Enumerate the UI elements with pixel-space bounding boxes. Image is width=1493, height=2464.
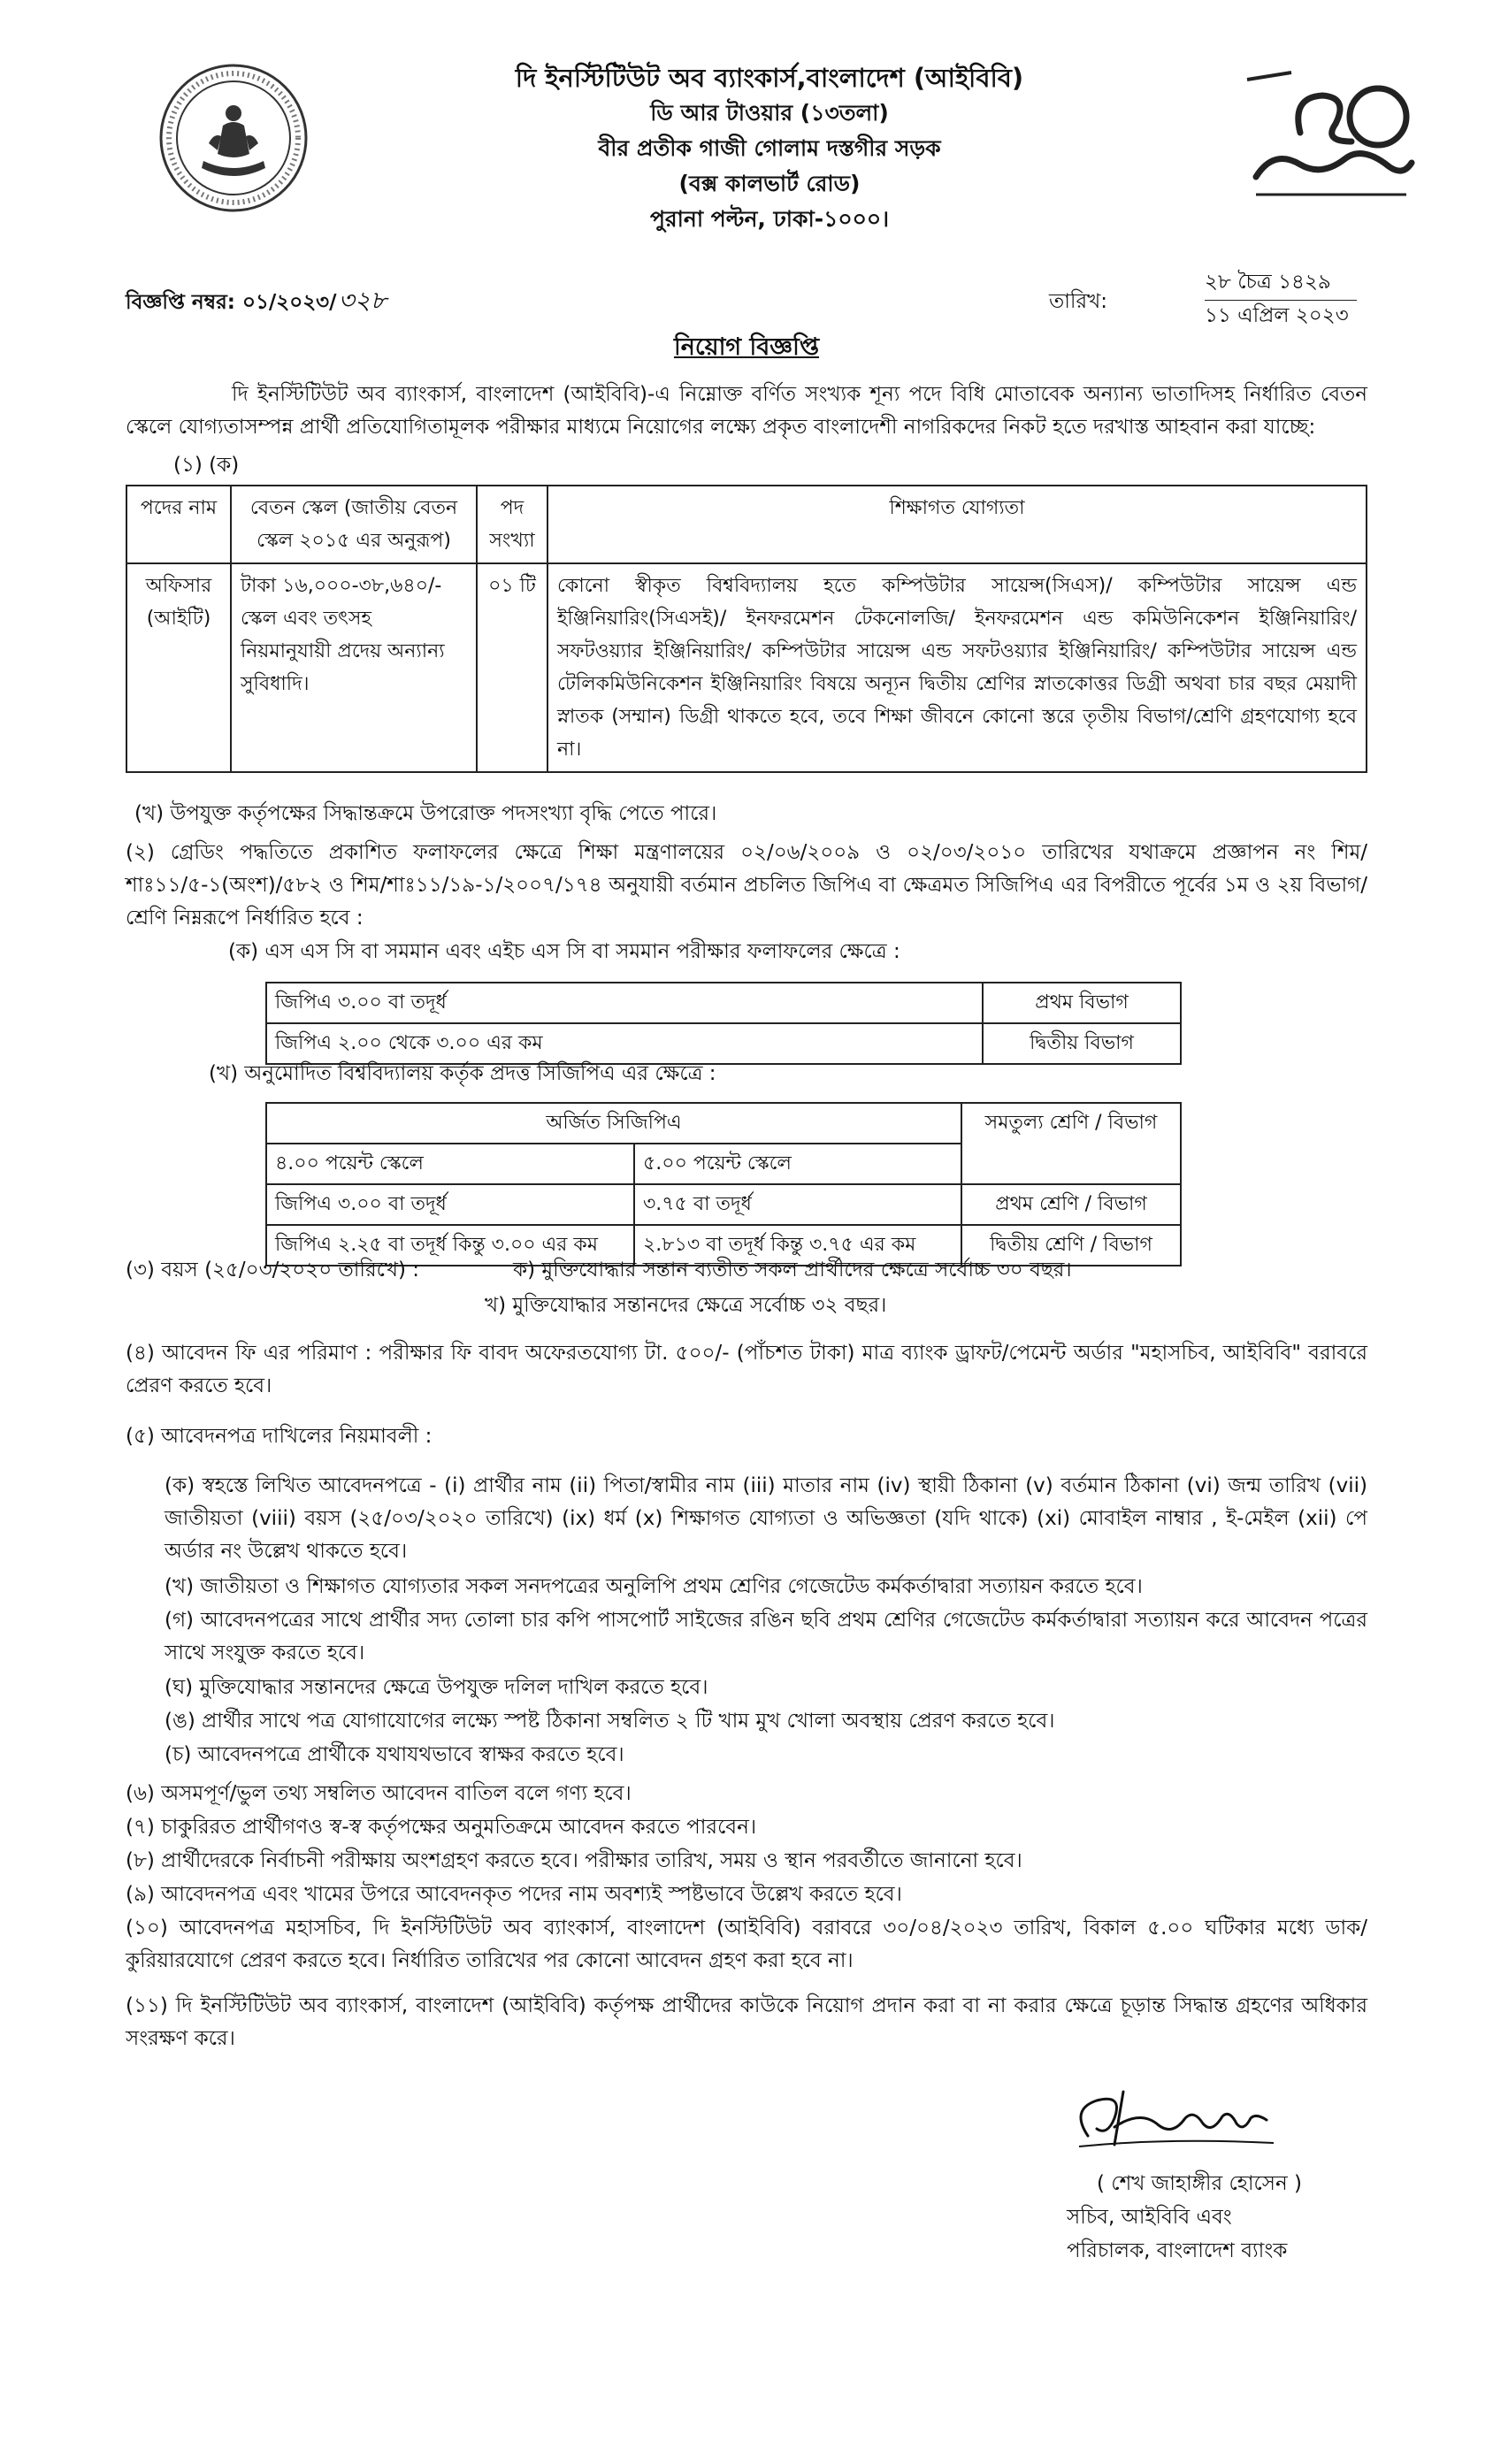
handwritten-signature (1061, 2074, 1282, 2162)
clause-item: (১০) আবেদনপত্র মহাসচিব, দি ইনস্টিটিউট অব ব্যাংকার্স, বাংলাদেশ (আইবিবি) বরাবরে ৩০/০৪/২০২৩ তারিখ, বিকাল ৫.০০ ঘটিকার মধ্যে ডাক/কুরিয়ারযোগে প্রেরণ করতে হবে। নির্ধারিত তারিখের পর কোনো আবেদন গ্রহণ করা হবে না। (126, 1917, 1367, 1972)
scale-cell: ৪.০০ পয়েন্ট স্কেলে (266, 1144, 634, 1184)
clause-item: (৭) চাকুরিরত প্রার্থীগণও স্ব-স্ব কর্তৃপক্ষের অনুমতিক্রমে আবেদন করতে পারবেন। (126, 1816, 757, 1839)
ibb-golden-jubilee-logo (1238, 53, 1424, 221)
clause-item: (৬) অসমপূর্ণ/ভুল তথ্য সম্বলিত আবেদন বাতিল বলে গণ্য হবে। (126, 1782, 632, 1805)
gpa-cell: জিপিএ ২.০০ থেকে ৩.০০ এর কম (266, 1023, 983, 1064)
rule-item: (ঙ) প্রার্থীর সাথে পত্র যোগাযোগের লক্ষ্যে স্পষ্ট ঠিকানা সম্বলিত ২ টি খাম মুখ খোলা অবস্থায় প্রেরণ করতে হবে। (165, 1710, 1055, 1733)
note-kha: (খ) উপযুক্ত কর্তৃপক্ষের সিদ্ধান্তক্রমে উপরোক্ত পদসংখ্যা বৃদ্ধি পেতে পারে। (134, 802, 717, 825)
cgpa-cell: ২.৮১৩ বা তদূর্ধ কিন্তু ৩.৭৫ এর কম (634, 1225, 961, 1266)
memo-label: বিজ্ঞপ্তি নম্বর: ০১/২০২৩/ (126, 291, 337, 314)
division-cell: প্রথম বিভাগ (983, 983, 1181, 1023)
ssc-caption: (ক) এস এস সি বা সমমান এবং এইচ এস সি বা সমমান পরীক্ষার ফলাফলের ক্ষেত্রে : (228, 940, 900, 963)
signatory-designation: সচিব, আইবিবি এবং (1067, 2206, 1232, 2229)
address-line: পুরানা পল্টন, ঢাকা-১০০০। (649, 206, 890, 232)
age-item-ka: ক) মুক্তিযোদ্ধার সন্তান ব্যতীত সকল প্রার্থীদের ক্ষেত্রে সর্বোচ্চ ৩০ বছর। (513, 1259, 1072, 1282)
rule-item: (ঘ) মুক্তিযোদ্ধার সন্তানদের ক্ষেত্রে উপযুক্ত দলিল দাখিল করতে হবে। (165, 1676, 708, 1699)
gpa-cell: জিপিএ ৩.০০ বা তদূর্ধ (266, 983, 983, 1023)
org-name: দি ইনস্টিটিউট অব ব্যাংকার্স,বাংলাদেশ (আইবিবি) (515, 63, 1024, 93)
cgpa-cell: ৩.৭৫ বা তদূর্ধ (634, 1184, 961, 1225)
rule-item: (খ) জাতীয়তা ও শিক্ষাগত যোগ্যতার সকল সনদপত্রের অনুলিপি প্রথম শ্রেণির গেজেটেড কর্মকর্তাদ্বারা সত্যায়ন করতে হবে। (165, 1575, 1143, 1598)
memo-handwritten-number: ৩২৮ (338, 286, 387, 315)
table-header-cell: শিক্ষাগত যোগ্যতা (547, 486, 1367, 563)
clause-item: (৯) আবেদনপত্র এবং খামের উপরে আবেদনকৃত পদের নাম অবশ্যই স্পষ্টভাবে উল্লেখ করতে হবে। (126, 1883, 902, 1906)
division-cell: দ্বিতীয় বিভাগ (983, 1023, 1181, 1064)
notice-title: নিয়োগ বিজ্ঞপ্তি (673, 333, 820, 361)
cgpa-cell: জিপিএ ২.২৫ বা তদূর্ধ কিন্তু ৩.০০ এর কম (266, 1225, 634, 1266)
pay-scale-cell: টাকা ১৬,০০০-৩৮,৬৪০/- স্কেল এবং তৎসহ নিয়মানুযায়ী প্রদেয় অন্যান্য সুবিধাদি। (231, 563, 477, 772)
signatory-designation: পরিচালক, বাংলাদেশ ব্যাংক (1067, 2239, 1288, 2262)
ibb-emblem-logo (157, 62, 310, 214)
qualification-cell: কোনো স্বীকৃত বিশ্ববিদ্যালয় হতে কম্পিউটার সায়েন্স(সিএস)/ কম্পিউটার সায়েন্স এন্ড ইঞ্জিনিয়ারিং(সিএসই)/ ইনফরমেশন টেকনোলজি/ ইনফরমেশন এন্ড কমিউনিকেশন ইঞ্জিনিয়ারিং/ সফটওয়্যার ইঞ্জিনিয়ারিং/ কম্পিউটার সায়েন্স এন্ড সফটওয়্যার ইঞ্জিনিয়ারিং/ কম্পিউটার সায়েন্স এন্ড টেলিকমিউনিকেশন ইঞ্জিনিয়ারিং বিষয়ে অন্যূন দ্বিতীয় শ্রেণির স্নাতকোত্তর ডিগ্রী অথবা চার বছর মেয়াদী স্নাতক (সম্মান) ডিগ্রী থাকতে হবে, তবে শিক্ষা জীবনে কোনো স্তরে তৃতীয় বিভাগ/শ্রেণি গ্রহণযোগ্য হবে না। (547, 563, 1367, 772)
table-header-cell: সমতুল্য শ্রেণি / বিভাগ (961, 1103, 1181, 1184)
cgpa-table (265, 1102, 1182, 1266)
table-header-cell: পদ সংখ্যা (477, 486, 547, 563)
letterhead (380, 60, 1159, 237)
class-cell: প্রথম শ্রেণি / বিভাগ (961, 1184, 1181, 1225)
ssc-gpa-table (265, 982, 1182, 1065)
section-2-paragraph: (২) গ্রেডিং পদ্ধতিতে প্রকাশিত ফলাফলের ক্ষেত্রে শিক্ষা মন্ত্রণালয়ের ০২/০৬/২০০৯ ও ০২/০৩/২০১০ তারিখের যথাক্রমে প্রজ্ঞাপন নং শিম/শাঃ১১/৫-১(অংশ)/৫৮২ ও শিম/শাঃ১১/১৯-১/২০০৭/১৭৪ অনুযায়ী বর্তমান প্রচলিত জিপিএ বা ক্ষেত্রমত সিজিপিএ এর বিপরীতে পূর্বের ১ম ও ২য় বিভাগ/শ্রেণি নিম্নরূপে নির্ধারিত হবে : (126, 841, 1367, 930)
table-header-row (266, 1103, 1181, 1144)
table-row (266, 1184, 1181, 1225)
table-row (126, 563, 1367, 772)
age-label: (৩) বয়স (২৫/০৩/২০২০ তারিখে) : (126, 1259, 419, 1282)
fee-paragraph: (৪) আবেদন ফি এর পরিমাণ : পরীক্ষার ফি বাবদ অফেরতযোগ্য টা. ৫০০/- (পাঁচশত টাকা) মাত্র ব্যাংক ড্রাফট/পেমেন্ট অর্ডার "মহাসচিব, আইবিবি" বরাবরে প্রেরণ করতে হবে। (126, 1342, 1367, 1397)
post-table (126, 485, 1367, 773)
date-label: তারিখ: (1049, 290, 1108, 313)
intro-paragraph: দি ইনস্টিটিউট অব ব্যাংকার্স, বাংলাদেশ (আইবিবি)-এ নিম্নোক্ত বর্ণিত সংখ্যক শূন্য পদে বিধি মোতাবেক অন্যান্য ভাতাদিসহ নির্ধারিত বেতন স্কেলে যোগ্যতাসম্পন্ন প্রার্থী প্রতিযোগিতামূলক পরীক্ষার মাধ্যমে নিয়োগের লক্ষ্যে প্রকৃত বাংলাদেশী নাগরিকদের নিকট হতে দরখাস্ত আহবান করা যাচ্ছে: (126, 383, 1367, 439)
scale-cell: ৫.০০ পয়েন্ট স্কেলে (634, 1144, 961, 1184)
address-line: বীর প্রতীক গাজী গোলাম দস্তগীর সড়ক (598, 135, 941, 161)
rule-item: (ক) স্বহস্তে লিখিত আবেদনপত্রে - (i) প্রার্থীর নাম (ii) পিতা/স্বামীর নাম (iii) মাতার নাম (iv) স্থায়ী ঠিকানা (v) বর্তমান ঠিকানা (vi) জন্ম তারিখ (vii) জাতীয়তা (viii) বয়স (২৫/০৩/২০২০ তারিখে) (ix) ধর্ম (x) শিক্ষাগত যোগ্যতা ও অভিজ্ঞতা (যদি থাকে) (xi) মোবাইল নাম্বার , ই-মেইল (xii) পে অর্ডার নং উল্লেখ থাকতে হবে। (165, 1474, 1367, 1563)
age-item-kha: খ) মুক্তিযোদ্ধার সন্তানদের ক্ষেত্রে সর্বোচ্চ ৩২ বছর। (485, 1294, 887, 1317)
table-header-cell: পদের নাম (126, 486, 231, 563)
address-line: ডি আর টাওয়ার (১৩তলা) (650, 100, 889, 126)
date-bangla: ২৮ চৈত্র ১৪২৯ (1205, 265, 1357, 301)
class-cell: দ্বিতীয় শ্রেণি / বিভাগ (961, 1225, 1181, 1266)
rule-item: (চ) আবেদনপত্রে প্রার্থীকে যথাযথভাবে স্বাক্ষর করতে হবে। (165, 1743, 624, 1766)
table-row (266, 983, 1181, 1023)
memo-number (126, 281, 387, 323)
rules-title: (৫) আবেদনপত্র দাখিলের নিয়মাবলী : (126, 1425, 433, 1448)
rule-item: (গ) আবেদনপত্রের সাথে প্রার্থীর সদ্য তোলা চার কপি পাসপোর্ট সাইজের রঙিন ছবি প্রথম শ্রেণির গেজেটেড কর্মকর্তাদ্বারা সত্যায়ন করে আবেদন পত্রের সাথে সংযুক্ত করতে হবে। (165, 1609, 1367, 1664)
signatory-name: ( শেখ জাহাঙ্গীর হোসেন ) (1097, 2172, 1302, 2195)
post-count-cell: ০১ টি (477, 563, 547, 772)
post-name-cell: অফিসার (আইটি) (126, 563, 231, 772)
cgpa-cell: জিপিএ ৩.০০ বা তদূর্ধ (266, 1184, 634, 1225)
uni-caption: (খ) অনুমোদিত বিশ্ববিদ্যালয় কর্তৃক প্রদত্ত সিজিপিএ এর ক্ষেত্রে : (209, 1062, 716, 1085)
date-english: ১১ এপ্রিল ২০২৩ (1205, 304, 1349, 327)
table-header-cell: অর্জিত সিজিপিএ (266, 1103, 961, 1144)
clause-item: (৮) প্রার্থীদেরকে নির্বাচনী পরীক্ষায় অংশগ্রহণ করতে হবে। পরীক্ষার তারিখ, সময় ও স্থান পরবর্তীতে জানানো হবে। (126, 1849, 1022, 1872)
address-line: (বক্স কালভার্ট রোড) (678, 171, 861, 196)
table-header-row (126, 486, 1367, 563)
signature-block (1049, 2167, 1350, 2268)
clause-item: (১১) দি ইনস্টিটিউট অব ব্যাংকার্স, বাংলাদেশ (আইবিবি) কর্তৃপক্ষ প্রার্থীদের কাউকে নিয়োগ প্রদান করা বা না করার ক্ষেত্রে চূড়ান্ত সিদ্ধান্ত গ্রহণের অধিকার সংরক্ষণ করে। (126, 1994, 1367, 2050)
table-header-cell: বেতন স্কেল (জাতীয় বেতন স্কেল ২০১৫ এর অনুরূপ) (231, 486, 477, 563)
section-1-label: (১) (ক) (173, 454, 240, 477)
